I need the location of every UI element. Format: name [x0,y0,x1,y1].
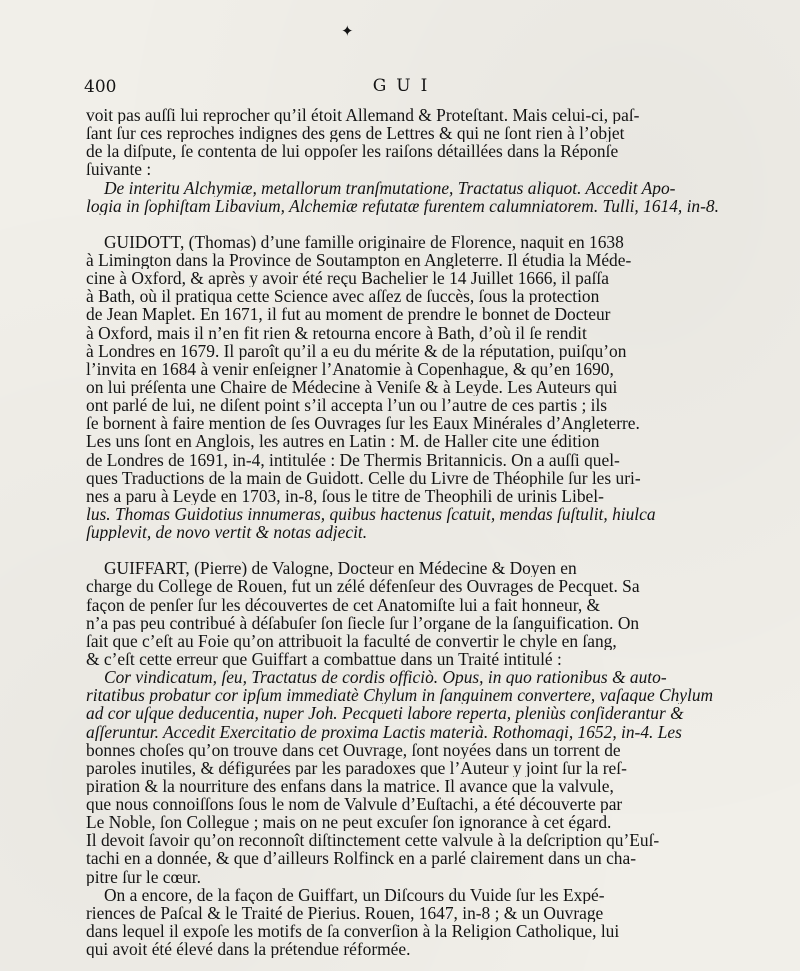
text-line: Le Noble, ſon Collegue ; mais on ne peut excuſer ſon ignorance à cet égard. [86,813,612,832]
running-head: GUI [372,76,438,96]
text-line: De interitu Alchymiæ, metallorum tranſmutatione, Tractatus aliquot. Accedit Apo- [104,178,676,197]
text-line: qui avoit été élevé dans la prétendue réformée. [86,940,411,959]
text-line: l’invita en 1684 à venir enſeigner l’Anatomie à Copenhague, & qu’en 1690, [86,359,614,378]
text-line: nes a paru à Leyde en 1703, in-8, ſous le titre de Theophili de urinis Libel- [86,486,604,505]
text-line: GUIDOTT, (Thomas) d’une famille originaire de Florence, naquit en 1638 [104,232,624,251]
text-line: ques Traductions de la main de Guidott. Celle du Livre de Théophile ſur les uri- [86,468,641,487]
text-line: On a encore, de la façon de Guiffart, un Diſcours du Vuide ſur les Expé- [104,885,605,904]
paragraph-gap [86,215,786,233]
text-line: bonnes choſes qu’on trouve dans cet Ouvrage, ſont noyées dans un torrent de [86,740,621,759]
text-line: ſuivante : [86,160,152,179]
text-line: façon de penſer ſur les découvertes de cet Anatomiſte lui a fait honneur, & [86,595,601,614]
text-line: ad cor uſque deducentia, nuper Joh. Pecqueti labore reperta, pleniùs conſiderantur & [86,704,684,723]
paragraph-gap [86,541,786,559]
text-line: à Oxford, mais il n’en fit rien & retourna encore à Bath, d’où il ſe rendit [86,323,587,342]
text-line: ſe bornent à faire mention de ſes Ouvrages ſur les Eaux Minérales d’Angleterre. [86,414,640,433]
printer-mark: ✦ [341,22,354,40]
text-line: ſupplevit, de novo vertit & notas adjecit. [86,523,368,542]
text-line: ſait que c’eſt au Foie qu’on attribuoit la faculté de convertir le chyle en ſang, [86,631,617,650]
text-line: on lui préſenta une Chaire de Médecine à Veniſe & à Leyde. Les Auteurs qui [86,377,618,397]
text-line: pitre ſur le cœur. [86,867,201,886]
text-line: piration & la nourriture des enfans dans la matrice. Il avance que la valvule, [86,776,614,796]
text-line: ſant ſur ces reproches indignes des gens de Lettres & qui ne ſont rien à l’objet [86,124,625,143]
text-line: charge du College de Rouen, fut un zélé défenſeur des Ouvrages de Pecquet. Sa [86,577,640,596]
text-line: & c’eſt cette erreur que Guiffart a combattue dans un Traité intitulé : [86,649,562,669]
text-line: dans lequel il expoſe les motifs de ſa converſion à la Religion Catholique, lui [86,922,620,941]
text-line: lus. Thomas Guidotius innumeras, quibus hactenus ſcatuit, mendas ſuſtulit, hiulca [86,504,656,524]
text-line: paroles inutiles, & défigurées par les paradoxes que l’Auteur y joint ſur la reſ- [86,758,627,777]
text-line: que nous connoiſſons ſous le nom de Valvule d’Euſtachi, a été découverte par [86,795,623,814]
text-line: voit pas auſſi lui reprocher qu’il étoit Allemand & Proteſtant. Mais celui-ci, paſ- [86,106,640,125]
body-text [86,106,786,958]
text-line: à Bath, où il pratiqua cette Science avec aſſez de ſuccès, ſous la protection [86,287,600,306]
text-line: riences de Paſcal & le Traité de Pierius. Rouen, 1647, in-8 ; & un Ouvrage [86,903,604,923]
text-line: Il devoit ſavoir qu’on reconnoît diſtinctement cette valvule à la deſcription qu’Euſ- [86,831,660,850]
text-line: n’a pas peu contribué à déſabuſer ſon ſiecle ſur l’organe de la ſanguification. On [86,613,640,632]
text-line: ont parlé de lui, ne diſent point s’il accepta l’un ou l’autre de ces partis ; ils [86,396,608,415]
text-line: cine à Oxford, & après y avoir été reçu Bachelier le 14 Juillet 1666, il paſſa [86,269,609,288]
text-line: de la diſpute, ſe contenta de lui oppoſer les raiſons détaillées dans la Réponſe [86,142,619,161]
text-line: aſſeruntur. Accedit Exercitatio de proxima Lactis materià. Rothomagi, 1652, in-4. Les [86,722,682,741]
text-line: ritatibus probatur cor ipſum immediatè Chylum in ſanguinem convertere, vaſaque Chylum [86,686,714,705]
text-line: tachi en a donnée, & que d’ailleurs Rolfinck en a parlé clairement dans un cha- [86,849,636,868]
text-line: à Limington dans la Province de Soutampton en Angleterre. Il étudia la Méde- [86,250,632,270]
text-line: GUIFFART, (Pierre) de Valogne, Docteur en Médecine & Doyen en [104,559,577,578]
text-line: Cor vindicatum, ſeu, Tractatus de cordis officiò. Opus, in quo rationibus & auto- [104,668,667,687]
text-line: Les uns ſont en Anglois, les autres en Latin : M. de Haller cite une édition [86,432,600,451]
text-line: logia in ſophiſtam Libavium, Alchemiæ refutatæ furentem calumniatorem. Tulli, 1614, in-8. [86,196,719,215]
text-line: de Jean Maplet. En 1671, il fut au moment de prendre le bonnet de Docteur [86,305,611,324]
page-number: 400 [84,77,117,97]
text-line: de Londres de 1691, in-4, intitulée : De Thermis Britannicis. On a auſſi quel- [86,450,620,469]
text-line: à Londres en 1679. Il paroît qu’il a eu du mérite & de la réputation, puiſqu’on [86,341,627,360]
